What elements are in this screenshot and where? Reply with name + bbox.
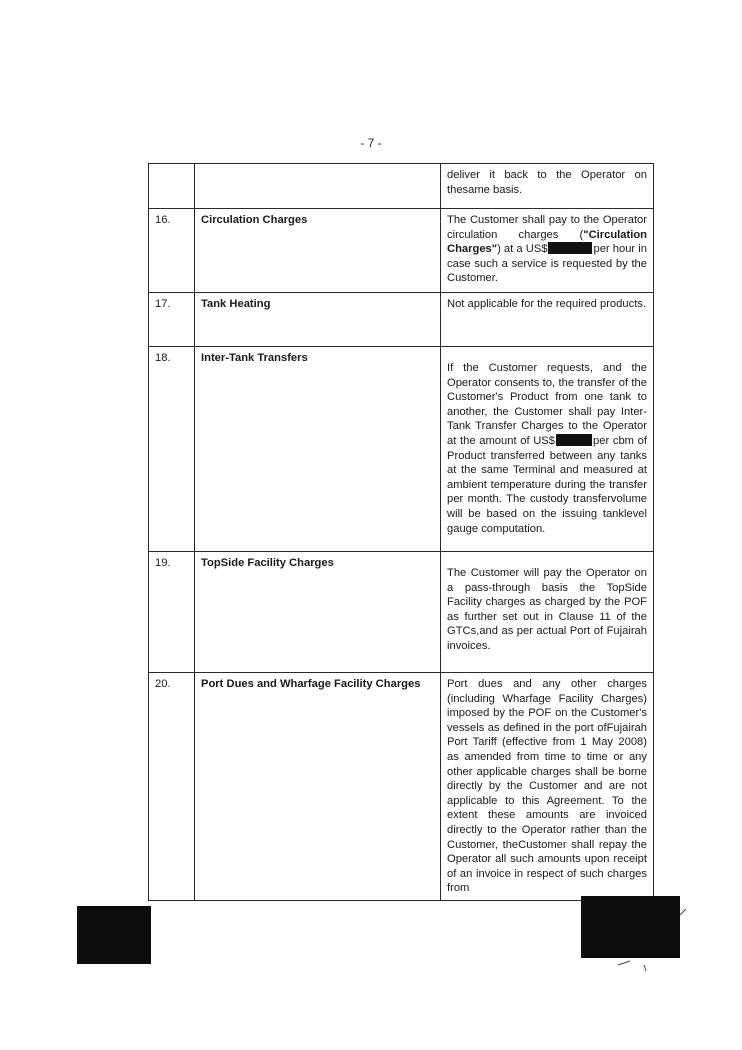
defined-term: "Circulation Charges" (447, 228, 647, 256)
redaction-block-left (77, 906, 151, 964)
clause-number: 20. (149, 673, 195, 901)
table-row (149, 347, 654, 552)
clause-text: Port dues and any other charges (including Wharfage Facility Charges) imposed by the POF on the Customer's vessels as defined in the port ofFujairah Port Tariff (effective from 1 May 2008) as amended from time to time or any other applicable charges shall be borne directly by the Customer and are not applicable to this Agreement. To the extent these amounts are invoiced directly to the Operator rather than the Customer, theCustomer shall repay the Operator all such amounts upon receipt of an invoice in respect of such charges from (441, 673, 654, 901)
clause-text (441, 209, 654, 293)
clause-number: 19. (149, 552, 195, 673)
pen-stroke-icon (600, 905, 700, 975)
clause-text: Not applicable for the required products. (441, 293, 654, 347)
clause-heading: Tank Heating (195, 293, 441, 347)
clause-heading: Port Dues and Wharfage Facility Charges (195, 673, 441, 901)
clause-text-part: per cbm of Product transferred between any tanks at the same Terminal and measured at ambient temperature during the transfer per month. The custody transfervolume will be based on the issuing tanklevel gauge computation. (447, 434, 647, 535)
clause-heading: Circulation Charges (195, 209, 441, 293)
clause-number: 16. (149, 209, 195, 293)
clause-text: The Customer will pay the Operator on a pass-through basis the TopSide Facility charges as charged by the POF as further set out in Clause 11 of the GTCs,and as per actual Port of Fujairah invoices. (441, 552, 654, 673)
clause-text (441, 347, 654, 552)
clause-number (149, 164, 195, 209)
table-row (149, 552, 654, 673)
clause-text-part: per hour in case such a service is requested by the Customer. (447, 243, 647, 285)
table-row (149, 209, 654, 293)
table-row (149, 164, 654, 209)
page-number: - 7 - (360, 136, 382, 150)
clause-text: deliver it back to the Operator on thesame basis. (441, 164, 654, 209)
clause-text-part: If the Customer requests, and the Operator consents to, the transfer of the Customer's Product from one tank to another, the Customer shall pay Inter-Tank Transfer Charges to the Operator at the amount of US$ (447, 362, 647, 447)
clause-number: 18. (149, 347, 195, 552)
redaction-mark (548, 242, 592, 254)
redaction-mark (556, 434, 592, 446)
table-row (149, 293, 654, 347)
clause-heading (195, 164, 441, 209)
clause-heading: Inter-Tank Transfers (195, 347, 441, 552)
clause-heading: TopSide Facility Charges (195, 552, 441, 673)
clause-number: 17. (149, 293, 195, 347)
clause-text-part: The Customer shall pay to the Operator circulation charges ( (447, 214, 647, 241)
table-row (149, 673, 654, 901)
clause-table (148, 163, 654, 901)
clause-text-part: ) at a US$ (497, 243, 548, 256)
